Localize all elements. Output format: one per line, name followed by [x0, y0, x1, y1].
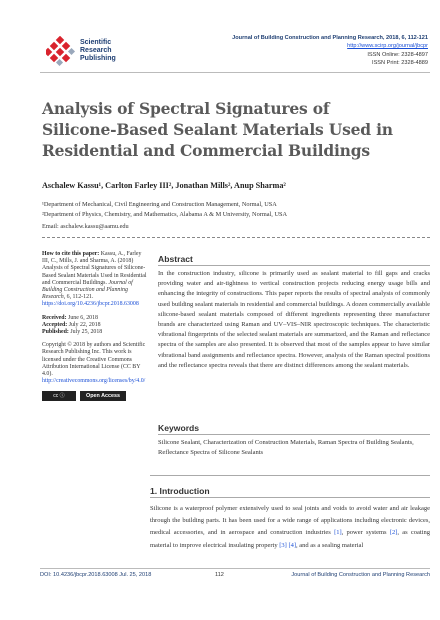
published-date: July 25, 2018 [70, 329, 103, 336]
publisher-line-3: Publishing [80, 55, 116, 62]
license-badges [42, 391, 150, 401]
cite-doi-link[interactable]: https://doi.org/10.4236/jbcpr.2018.63008 [42, 301, 139, 308]
page-number: 112 [215, 572, 224, 578]
footer-doi: DOI: 10.4236/jbcpr.2018.63008 Jul. 25, 2018 [40, 572, 152, 578]
cite-journal: Journal of Building Construction and Planning Research, [42, 279, 133, 301]
publisher-logo-icon [46, 36, 76, 66]
copyright-block [42, 342, 150, 385]
cite-volume: 6, 112-121. [66, 294, 94, 301]
journal-info [232, 34, 428, 68]
title-divider [42, 237, 430, 238]
publisher-line-2: Research [80, 47, 112, 54]
published-label: Published: [42, 329, 69, 336]
dates-block [42, 315, 150, 337]
cite-label: How to cite this paper: [42, 251, 100, 257]
open-access-badge[interactable]: Open Access [80, 391, 126, 401]
intro-part-4: , and as a sealing material [296, 541, 364, 549]
keywords-heading: Keywords [158, 423, 200, 433]
header-divider [40, 72, 430, 73]
intro-part-1: Silicone is a waterproof polymer extensively used to seal joints and voids to avoid water and air leakage through the building parts. It has been used for a wide range of applications including electronic devices, medical accessories, and in aerospace and construction industries [150, 505, 430, 537]
author-email: Email: aschalew.kassu@aamu.edu [42, 223, 129, 230]
citation-block [42, 251, 150, 309]
article-sidebar [42, 251, 150, 401]
keywords-rule [158, 434, 430, 435]
introduction-heading: 1. Introduction [150, 486, 210, 496]
affiliation-1: ¹Department of Mechanical, Civil Engineering and Construction Management, Normal, USA [42, 201, 277, 208]
cc-by-badge[interactable]: cc ⓘ [42, 391, 76, 401]
abstract-rule [158, 265, 430, 266]
publisher-name [80, 39, 116, 63]
journal-url-link[interactable]: http://www.scirp.org/journal/jbcpr [347, 43, 428, 50]
accepted-date: July 22, 2018 [68, 321, 101, 328]
received-date: June 6, 2018 [68, 314, 98, 321]
publisher-line-1: Scientific [80, 39, 112, 46]
accepted-label: Accepted: [42, 321, 68, 328]
paper-title: Analysis of Spectral Signatures of Silicone-Based Sealant Materials Used in Residential and Commercial Buildings [42, 99, 393, 160]
abstract-text: In the construction industry, silicone is primarily used as sealant material to fill gaps and cracks providing water and air-tightness to vertical construction projects reducing energy usage bills and enhancing the integrity of constructions. This paper reports the results of spectral analysis of commonly used building sealant materials in residential and commercial buildings. A dozen commercially available silicone-based sealant materials composed of different ingredients representing three manufacturer brands are characterized using Raman and UV–VIS–NIR spectroscopic techniques. The characteristic vibrational fingerprints of the selected sealant materials are summarized, and the Raman and reflectance spectra of the samples are also presented. It is observed that most of the samples appear to have similar vibrational band assignments and reflectance spectra. However, analysis of the Raman spectral positions and the reflectance spectra reveals that there are distinct differences among the sealant materials. [158, 270, 430, 369]
license-link[interactable]: http://creativecommons.org/licenses/by/4.0/ [42, 378, 146, 385]
journal-citation-line: Journal of Building Construction and Planning Research, 2018, 6, 112-121 [232, 35, 428, 41]
abstract-heading: Abstract [158, 254, 193, 264]
copyright-text: Copyright © 2018 by authors and Scientific Research Publishing Inc. This work is licensed under the Creative Commons Attribution International License (CC BY 4.0). [42, 342, 146, 378]
issn-online: ISSN Online: 2328-4897 [367, 51, 428, 58]
intro-part-2: , power systems [341, 529, 387, 537]
cite-text: Kassu, A., Farley III, C., Mills, J. and Sharma, A. (2018) Analysis of Spectral Signatures of Silicone-Based Sealant Materials Used in Residential and Commercial Buildings. [42, 251, 147, 286]
intro-top-rule [150, 475, 430, 476]
keywords-text: Silicone Sealant, Characterization of Construction Materials, Raman Spectra of Building Sealants, Reflectance Spectra of Silicone Sealants [158, 439, 414, 457]
issn-print: ISSN Print: 2328-4889 [372, 60, 428, 67]
affiliations [42, 200, 287, 219]
footer-divider [40, 568, 430, 569]
reference-link-1[interactable]: [1] [334, 529, 342, 537]
intro-part-3: , as coating material to improve electrical insulating property [150, 529, 431, 549]
reference-link-3[interactable]: [3] [4] [279, 541, 297, 549]
intro-bottom-rule [150, 497, 430, 498]
received-label: Received: [42, 314, 67, 321]
footer-journal: Journal of Building Construction and Planning Research [291, 572, 430, 578]
reference-link-2[interactable]: [2] [389, 529, 398, 537]
author-list: Aschalew Kassu¹, Carlton Farley III², Jonathan Mills², Anup Sharma² [42, 181, 286, 190]
affiliation-2: ²Department of Physics, Chemistry, and Mathematics, Alabama A & M University, Normal, USA [42, 210, 288, 218]
introduction-text [150, 503, 430, 552]
